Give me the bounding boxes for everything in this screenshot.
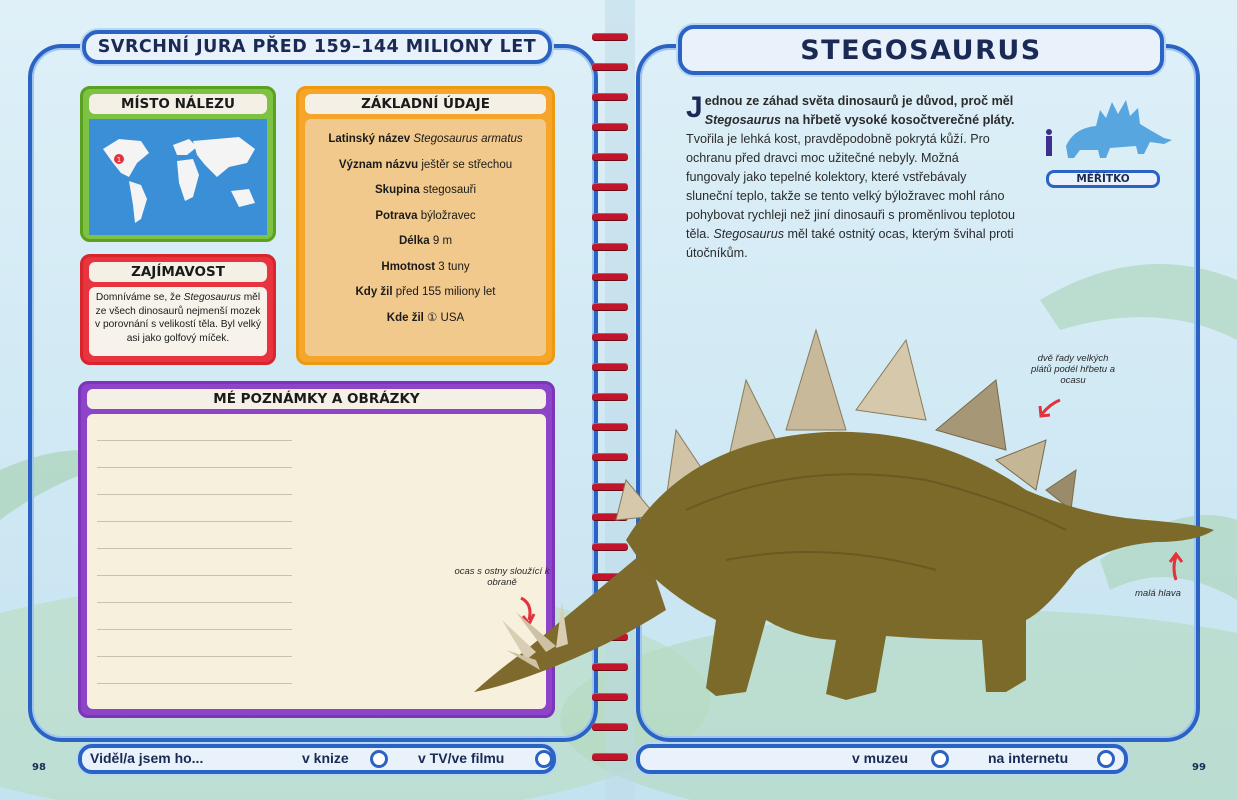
period-title <box>82 30 552 64</box>
fun-fact-text-b: měl ze všech dinosaurů nejmenší mozek v porovnání s velikostí těla. Byl velký asi jako golfový míček. <box>95 292 261 344</box>
fact-label: Délka <box>398 235 430 247</box>
world-map <box>89 119 267 235</box>
fun-fact-text-italic: Stegosaurus <box>183 292 241 303</box>
page-number-right: 99 <box>1192 762 1206 773</box>
binding-ring <box>592 124 628 130</box>
intro-text-b: měl také ostnitý ocas, kterým švihal proti útočníkům. <box>686 227 1014 260</box>
note-line <box>97 629 292 630</box>
binding-ring <box>592 94 628 100</box>
fact-label: Kdy žil <box>355 286 393 298</box>
option-book-label: v knize <box>302 750 349 766</box>
fact-row <box>305 255 546 281</box>
option-book-checkbox[interactable] <box>370 750 388 768</box>
period-title-text: SVRCHNÍ JURA PŘED 159–144 MILIONY LET <box>97 37 537 57</box>
intro-text <box>686 92 1016 263</box>
note-line <box>97 440 292 441</box>
scale-silhouette <box>1040 88 1180 164</box>
option-tv-label: v TV/ve filmu <box>418 750 505 766</box>
intro-bold-italic: Stegosaurus <box>704 113 781 127</box>
binding-ring <box>592 214 628 220</box>
option-museum-label: v muzeu <box>852 750 909 766</box>
fact-row <box>305 280 546 306</box>
dinosaur-title-text: STEGOSAURUS <box>800 34 1042 66</box>
option-tv-checkbox[interactable] <box>535 750 553 768</box>
fact-label: Kde žil <box>386 311 424 324</box>
binding-ring <box>592 274 628 280</box>
intro-bold-a: ednou ze záhad světa dinosaurů je důvod, proč měl <box>704 94 1014 108</box>
intro-text-a: Tvořila je lehká kost, pravděpodobně pokrytá kůží. Pro ochranu před dravci moc užitečné nebyly. Možná fungovaly jako tepelné kolektory, které vstřebávaly sluneční teplo, takže se tento velký býložravec mohl ráno pohybovat rychleji než jiní dinosauři s proměnlivou teplotou těla. <box>686 132 1016 241</box>
find-location-box <box>80 86 276 242</box>
note-line <box>97 521 292 522</box>
binding-ring <box>592 184 628 190</box>
fact-row <box>305 178 546 204</box>
fact-row <box>305 204 546 230</box>
note-line <box>97 575 292 576</box>
plates-caption: dvě řady velkých plátů podél hřbetu a ocasu <box>1031 353 1115 386</box>
fact-label: Skupina <box>375 184 420 196</box>
fact-value: ① USA <box>427 311 465 324</box>
fact-value: Stegosaurus armatus <box>413 133 523 145</box>
fact-row <box>305 153 546 179</box>
page-number-left: 98 <box>32 762 46 773</box>
note-line <box>97 656 292 657</box>
note-line <box>97 494 292 495</box>
seen-label: Viděl/a jsem ho... <box>90 750 204 766</box>
scale-label <box>1046 170 1160 188</box>
location-marker: 1 <box>116 156 122 164</box>
fact-value: před 155 miliony let <box>395 286 496 298</box>
find-location-header: MÍSTO NÁLEZU <box>89 94 267 114</box>
fact-row <box>305 229 546 255</box>
fact-value: 9 m <box>432 235 453 247</box>
note-line <box>97 467 292 468</box>
dinosaur-title <box>678 25 1164 75</box>
binding-ring <box>592 244 628 250</box>
fun-fact-text-a: Domníváme se, že <box>95 292 184 303</box>
binding-ring <box>592 304 628 310</box>
fact-row <box>305 127 546 153</box>
binding-ring <box>592 154 628 160</box>
binding-ring <box>592 754 628 760</box>
option-internet-checkbox[interactable] <box>1097 750 1115 768</box>
notes-header: MÉ POZNÁMKY A OBRÁZKY <box>87 389 546 409</box>
intro-bold-b: na hřbetě vysoké kosočtverečné pláty. <box>780 113 1015 127</box>
fact-value: stegosauři <box>422 184 476 196</box>
note-line <box>97 548 292 549</box>
fact-label: Latinský název <box>328 133 411 145</box>
fact-label: Hmotnost <box>381 260 436 273</box>
fact-value: býložravec <box>420 209 476 222</box>
fact-label: Potrava <box>375 209 418 222</box>
scale-label-text: MĚŘÍTKO <box>1076 173 1130 185</box>
option-internet-label: na internetu <box>988 750 1069 766</box>
fun-fact-header: ZAJÍMAVOST <box>89 262 267 282</box>
option-museum-checkbox[interactable] <box>931 750 949 768</box>
note-line <box>97 683 292 684</box>
head-caption: malá hlava <box>1135 588 1181 599</box>
fact-label: Význam názvu <box>338 158 419 171</box>
red-arrow-icon <box>1166 552 1186 582</box>
fact-value: ještěr se střechou <box>421 158 513 171</box>
binding-ring <box>592 34 628 40</box>
binding-ring <box>592 64 628 70</box>
red-arrow-icon <box>1036 396 1064 420</box>
note-line <box>97 602 292 603</box>
basic-facts-header: ZÁKLADNÍ ÚDAJE <box>305 94 546 114</box>
tail-caption: ocas s ostny sloužící k obraně <box>454 566 550 588</box>
fact-value: 3 tuny <box>438 260 470 273</box>
intro-italic-b: Stegosaurus <box>713 227 785 241</box>
fun-fact-panel <box>89 287 267 356</box>
intro-dropcap: J <box>686 91 703 124</box>
fun-fact-box <box>80 254 276 365</box>
